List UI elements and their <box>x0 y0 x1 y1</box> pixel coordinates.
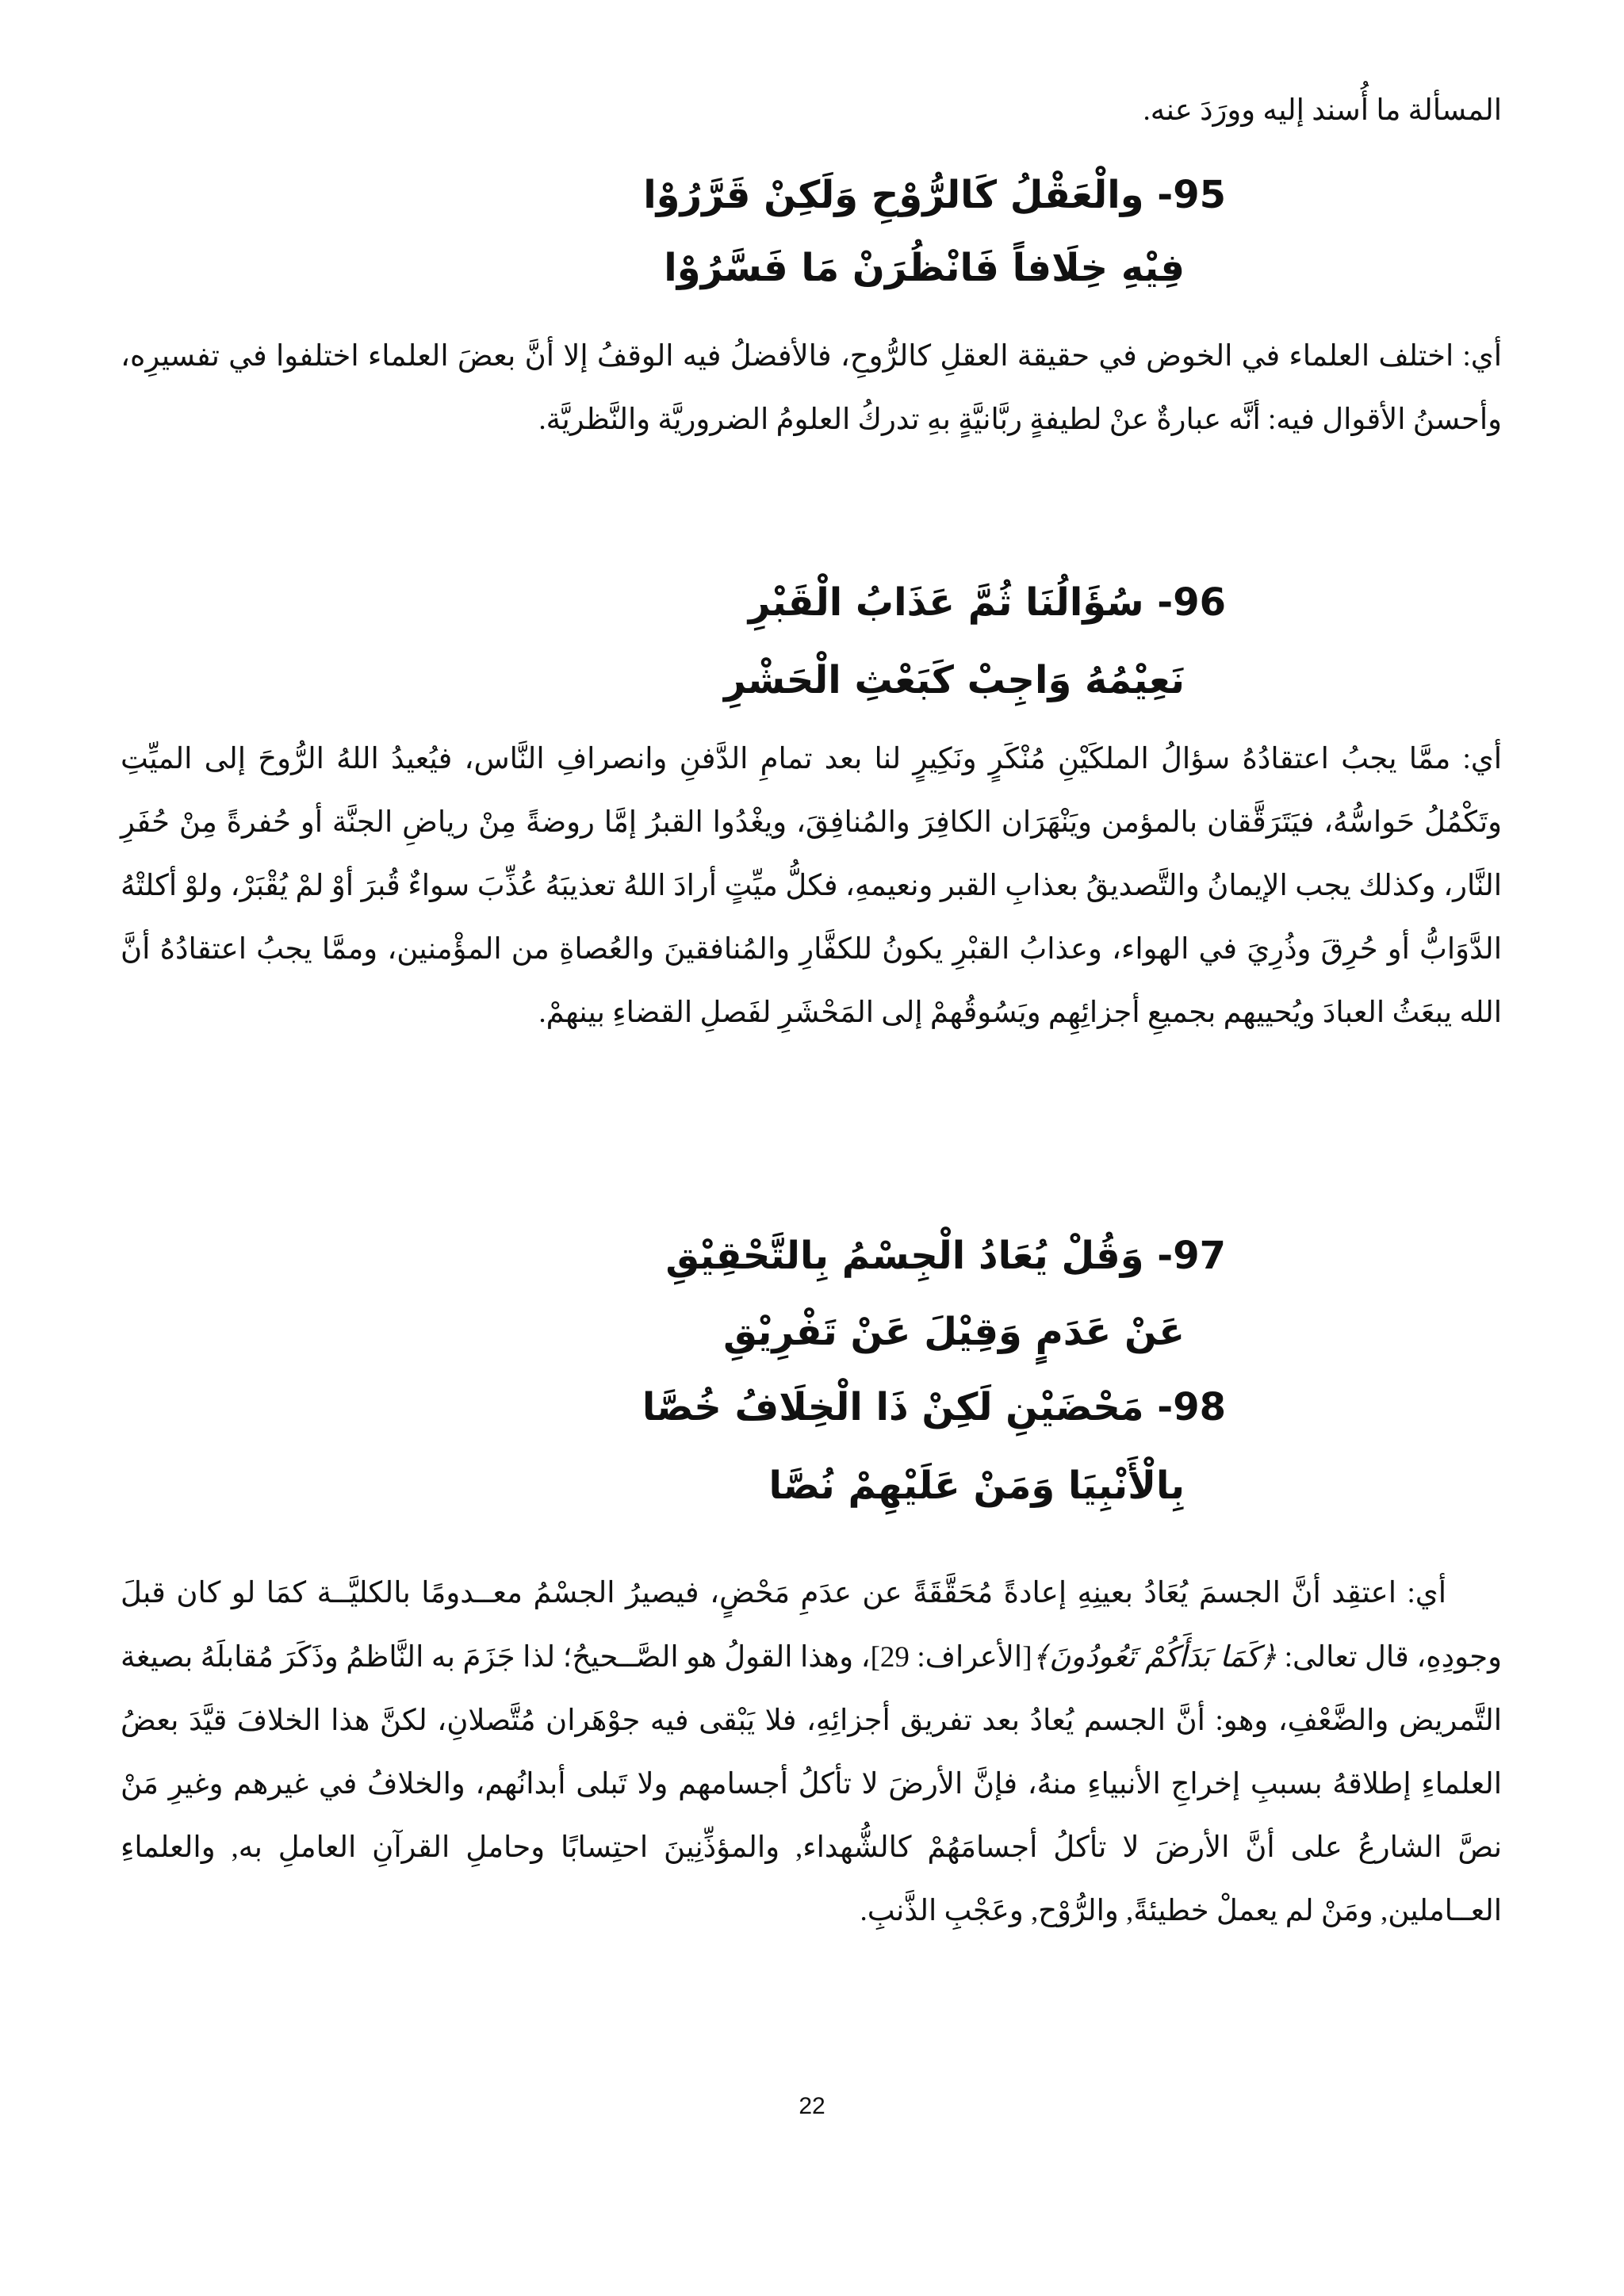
verse-96-first-hemistich: 96- سُؤَالُنَا ثُمَّ عَذَابُ الْقَبْرِ <box>748 580 1226 625</box>
commentary-96: أي: ممَّا يجبُ اعتقادُهُ سؤالُ الملكَيْنِ مُنْكَرٍ ونَكِيرٍ لنا بعد تمامِ الدَّفنِ وانصرافِ النَّاس، فيُعيدُ اللهُ الرُّوحَ إلى الميِّتِ وتَكْمُلُ حَواسُّهُ، فيَتَرَقَّقان بالمؤمن ويَنْهَرَان الكافِرَ والمُنافِقَ، ويغْدُوا القبرُ إمَّا روضةً مِنْ رياضِ الجنَّة أو حُفرةً مِنْ حُفَرِ النَّار، وكذلك يجب الإيمانُ والتَّصديقُ بعذابِ القبر ونعيمهِ، فكلُّ ميِّتٍ أرادَ اللهُ تعذيبَهُ عُذِّبَ سواءٌ قُبرَ أوْ لمْ يُقْبَرْ، ولوْ أكلتْهُ الدَّوَابُّ أو حُرِقَ وذُرِيَ في الهواء، وعذابُ القبْرِ يكونُ للكفَّارِ والمُنافقينَ والعُصاةِ من المؤْمنين، وممَّا يجبُ اعتقادُهُ أنَّ الله يبعَثُ العبادَ ويُحييهم بجميعِ أجزائِهِم ويَسُوقُهمْ إلى المَحْشَرِ لفَصلِ القضاءِ بينهمْ. <box>121 743 1502 1029</box>
verse-98-first-hemistich: 98- مَحْضَيْنِ لَكِنْ ذَا الْخِلَافُ خُصَّا <box>642 1385 1226 1429</box>
verse-95-second-hemistich: فِيْهِ خِلَافاً فَانْظُرَنْ مَا فَسَّرُوْا <box>664 246 1185 290</box>
quran-verse-quote: ﴿كَمَا بَدَأَكُمْ تَعُودُونَ﴾ <box>1032 1640 1277 1674</box>
verse-95-first-hemistich: 95- والْعَقْلُ كَالرُّوْحِ وَلَكِنْ قَرَّرُوْا <box>643 173 1226 217</box>
page-number: 22 <box>799 2093 825 2119</box>
verse-98-second-hemistich: بِالْأَنْبِيَا وَمَنْ عَلَيْهِمْ نُصَّا <box>768 1464 1185 1508</box>
commentary-95: أي: اختلف العلماء في الخوض في حقيقة العقلِ كالرُّوحِ، فالأفضلُ فيه الوقفُ إلا أنَّ بعضَ العلماء اختلفوا في تفسيرِه، وأحسنُ الأقوال فيه: أنَّه عبارةٌ عنْ لطيفةٍ ربَّانيَّةٍ بهِ تدركُ العلومُ الضروريَّة والنَّظريَّة. <box>121 340 1502 436</box>
verse-97-first-hemistich: 97- وَقُلْ يُعَادُ الْجِسْمُ بِالتَّحْقِيْقِ <box>665 1234 1226 1278</box>
verse-97-second-hemistich: عَنْ عَدَمٍ وَقِيْلَ عَنْ تَفْرِيْقِ <box>723 1310 1185 1354</box>
commentary-98-text-before-quran: أي: اعتقِد أنَّ الجسمَ يُعَادُ بعينِهِ إعادةً مُحَقَّقَةً عن عدَمِ مَحْضٍ، فيصيرُ الجسْمُ معــدومًا بالكليَّــة كمَا لو كان قبلَ وجودِهِ، قال تعالى: <box>121 1577 1502 1674</box>
intro-line: المسألة ما أُسند إليه وورَدَ عنه. <box>1143 94 1502 127</box>
commentary-98-text-after-quran: [الأعراف: 29]، وهذا القولُ هو الصَّــحيحُ؛ لذا جَزَمَ به النَّاظمُ وذَكَرَ مُقابلَهُ بصيغة التَّمريض والضَّعْفِ، وهو: أنَّ الجسم يُعادُ بعد تفريق أجزائِهِ، فلا يَبْقى فيه جوْهَران مُتَّصلانِ، لكنَّ هذا الخلافَ قيَّدَ بعضُ العلماءِ إطلاقهُ بسببِ إخراجِ الأنبياءِ منهُ، فإنَّ الأرضَ لا تأكلُ أجسامهم ولا تَبلى أبدانُهم، والخلافُ في غيرهم وغيرِ مَنْ نصَّ الشارعُ على أنَّ الأرضَ لا تأكلُ أجسامَهُمْ كالشُّهداء, والمؤذِّنِينَ احتِسابًا وحاملِ القرآنِ العاملِ به, والعلماءِ العــاملين, ومَنْ لم يعملْ خطيئةً, والرُّوْح, وعَجْبِ الذَّنبِ. <box>121 1641 1502 1927</box>
commentary-97-98 <box>121 1562 1502 1943</box>
verse-96-second-hemistich: نَعِيْمُهُ وَاجِبْ كَبَعْثِ الْحَشْرِ <box>723 658 1185 702</box>
